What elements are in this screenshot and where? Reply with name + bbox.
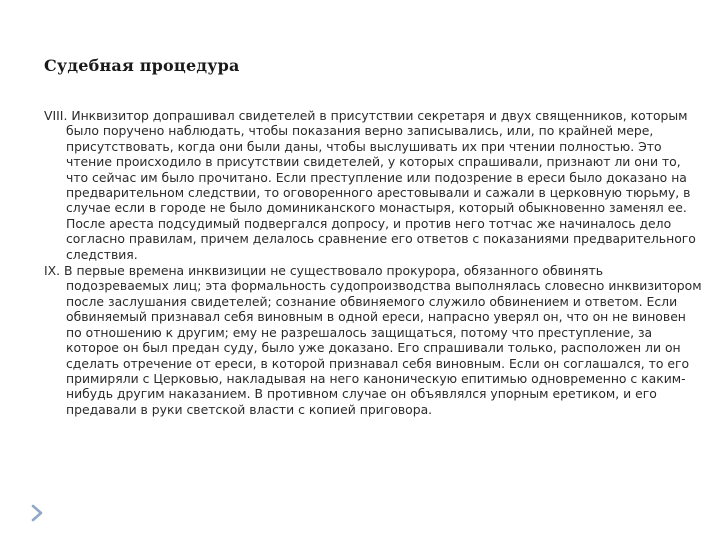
- slide-title: Судебная процедура: [44, 56, 240, 75]
- next-slide-arrow-icon-svg: [30, 503, 44, 523]
- slide-body: [44, 108, 704, 418]
- next-slide-arrow-icon[interactable]: [30, 503, 44, 523]
- paragraph-viii: VIII. Инквизитор допрашивал свидетелей в присутствии секретаря и двух священников, которым было поручено наблюдать, чтобы показания верно записывались, или, по крайней мере, присутствовать, когда они были даны, чтобы выслушивать их при чтении полностью. Это чтение происходило в присутствии свидетелей, у которых спрашивали, признают ли они то, что сейчас им было прочитано. Если преступление или подозрение в ереси было доказано на предварительном следствии, то оговоренного арестовывали и сажали в церковную тюрьму, в случае если в городе не было доминиканского монастыря, который обыкновенно заменял ее. После ареста подсудимый подвергался допросу, и против него тотчас же начиналось дело согласно правилам, причем делалось сравнение его ответов с показаниями предварительного следствия.: [44, 108, 696, 262]
- paragraph-ix: IX. В первые времена инквизиции не существовало прокурора, обязанного обвинять подозреваемых лиц; эта формальность судопроизводства выполнялась словесно инквизитором после заслушания свидетелей; сознание обвиняемого служило обвинением и ответом. Если обвиняемый признавал себя виновным в одной ереси, напрасно уверял он, что он не виновен по отношению к другим; ему не разрешалось защищаться, потому что преступление, за которое он был предан суду, было уже доказано. Его спрашивали только, расположен ли он сделать отречение от ереси, в которой признавал себя виновным. Если он соглашался, то его примиряли с Церковью, накладывая на него каноническую епитимью одновременно с каким-нибудь другим наказанием. В противном случае он объявлялся упорным еретиком, и его предавали в руки светской власти с копией приговора.: [44, 263, 702, 417]
